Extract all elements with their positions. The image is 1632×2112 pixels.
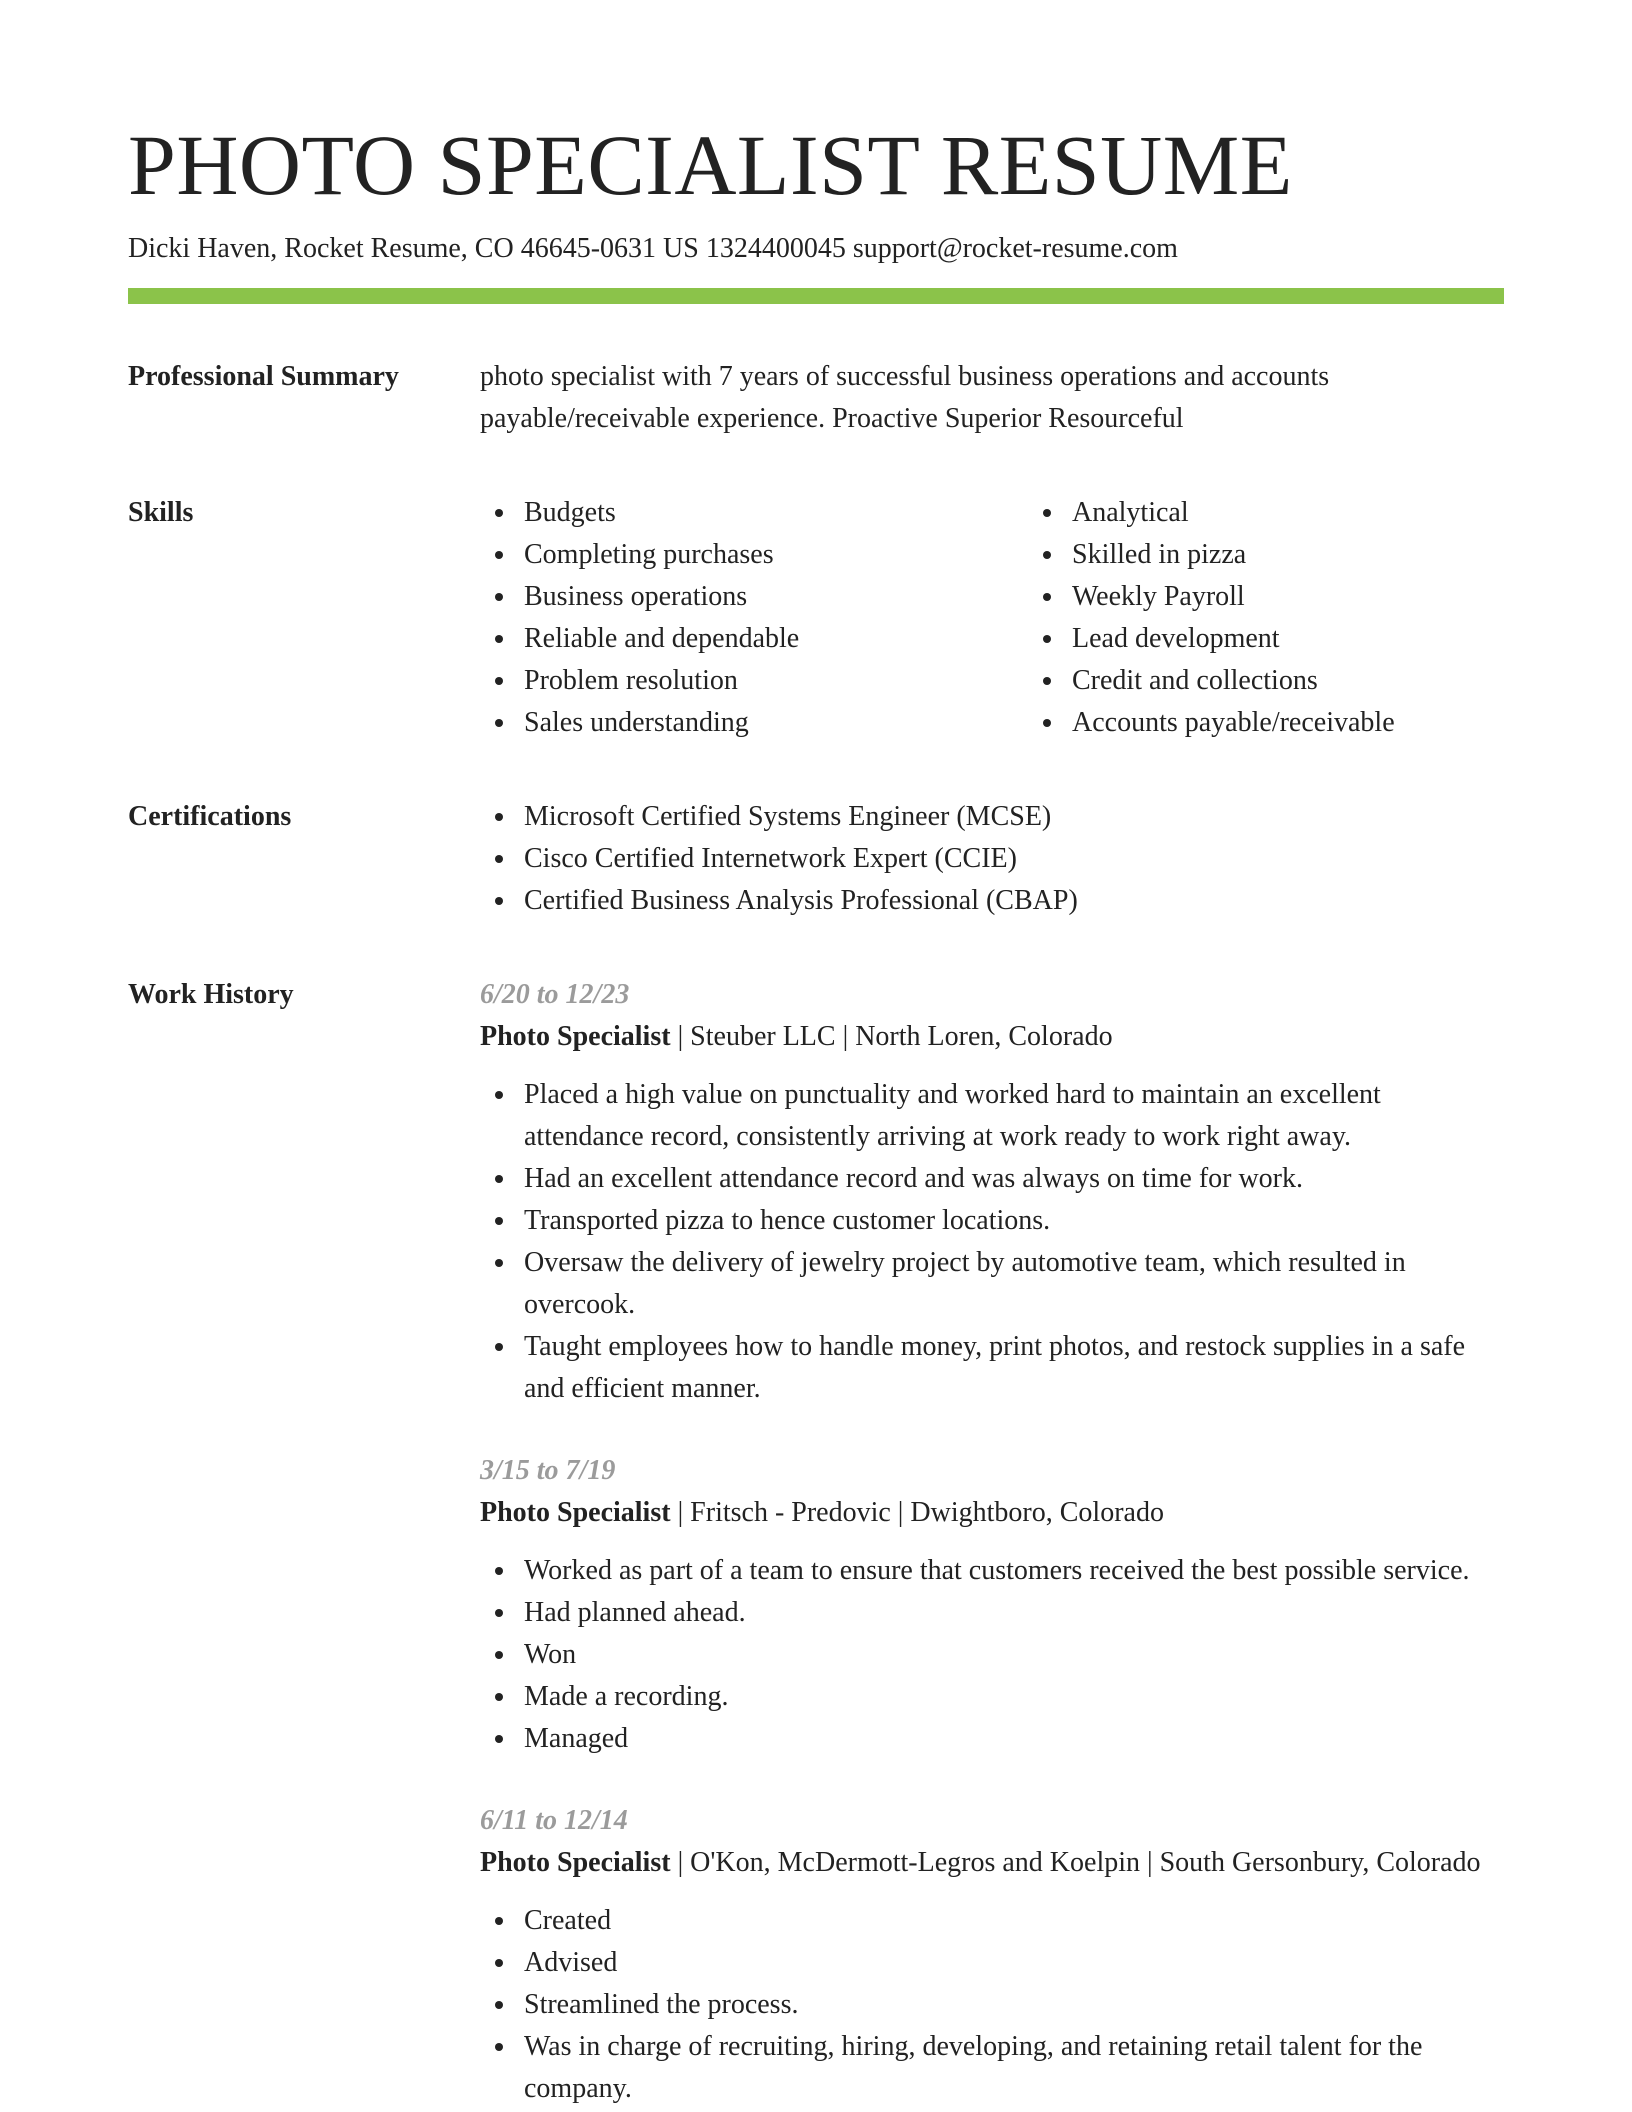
resume-page — [128, 118, 1504, 2110]
list-item: Placed a high value on punctuality and worked hard to maintain an excellent attendance record, consistently arriving at work ready to work right away. — [524, 1074, 1504, 1158]
job-heading — [480, 1016, 1504, 1058]
list-item: Had an excellent attendance record and was always on time for work. — [524, 1158, 1504, 1200]
certifications-list — [480, 796, 1504, 922]
list-item: Business operations — [524, 576, 1028, 618]
work-history-content — [480, 974, 1504, 2110]
list-item: Credit and collections — [1072, 660, 1576, 702]
job-heading — [480, 1842, 1504, 1884]
list-item: Oversaw the delivery of jewelry project by automotive team, which resulted in overcook. — [524, 1242, 1504, 1326]
contact-line: Dicki Haven, Rocket Resume, CO 46645-0631 US 1324400045 support@rocket-resume.com — [128, 232, 1178, 264]
list-item: Taught employees how to handle money, print photos, and restock supplies in a safe and efficient manner. — [524, 1326, 1504, 1410]
job-dates: 3/15 to 7/19 — [480, 1454, 616, 1486]
list-item: Certified Business Analysis Professional (CBAP) — [524, 880, 1504, 922]
list-item: Sales understanding — [524, 702, 1028, 744]
list-item: Budgets — [524, 492, 1028, 534]
list-item: Problem resolution — [524, 660, 1028, 702]
list-item: Won — [524, 1634, 1504, 1676]
certifications-section — [128, 796, 1504, 922]
accent-divider — [128, 288, 1504, 304]
certifications-label: Certifications — [128, 800, 292, 832]
skills-grid — [480, 492, 1576, 744]
job-entry — [480, 1800, 1504, 2110]
list-item: Created — [524, 1900, 1504, 1942]
skills-list-right — [1028, 492, 1576, 744]
job-dates: 6/20 to 12/23 — [480, 978, 630, 1010]
list-item: Cisco Certified Internetwork Expert (CCIE) — [524, 838, 1504, 880]
skills-list-left — [480, 492, 1028, 744]
work-history-section — [128, 974, 1504, 2110]
list-item: Completing purchases — [524, 534, 1028, 576]
page-title: PHOTO SPECIALIST RESUME — [128, 117, 1293, 213]
job-dates: 6/11 to 12/14 — [480, 1804, 628, 1836]
list-item: Transported pizza to hence customer locations. — [524, 1200, 1504, 1242]
job-heading — [480, 1492, 1504, 1534]
job-title: Photo Specialist — [480, 1496, 671, 1528]
list-item: Worked as part of a team to ensure that customers received the best possible service. — [524, 1550, 1504, 1592]
summary-text: photo specialist with 7 years of successful business operations and accounts payable/receivable experience. Proactive Superior Resourceful — [480, 360, 1330, 434]
job-details: | Fritsch - Predovic | Dwightboro, Colorado — [670, 1496, 1164, 1528]
skills-label: Skills — [128, 496, 194, 528]
list-item: Weekly Payroll — [1072, 576, 1576, 618]
certifications-content — [480, 796, 1504, 922]
job-bullets — [480, 1900, 1504, 2110]
list-item: Analytical — [1072, 492, 1576, 534]
list-item: Made a recording. — [524, 1676, 1504, 1718]
job-entry — [480, 974, 1504, 1410]
list-item: Was in charge of recruiting, hiring, developing, and retaining retail talent for the company. — [524, 2026, 1504, 2110]
summary-section — [128, 356, 1504, 440]
job-details: | O'Kon, McDermott-Legros and Koelpin | South Gersonbury, Colorado — [670, 1846, 1481, 1878]
job-entry — [480, 1450, 1504, 1760]
list-item: Microsoft Certified Systems Engineer (MCSE) — [524, 796, 1504, 838]
list-item: Skilled in pizza — [1072, 534, 1576, 576]
job-title: Photo Specialist — [480, 1846, 671, 1878]
job-bullets — [480, 1074, 1504, 1410]
job-bullets — [480, 1550, 1504, 1760]
list-item: Reliable and dependable — [524, 618, 1028, 660]
list-item: Streamlined the process. — [524, 1984, 1504, 2026]
work-history-label: Work History — [128, 978, 294, 1010]
job-details: | Steuber LLC | North Loren, Colorado — [670, 1020, 1113, 1052]
list-item: Had planned ahead. — [524, 1592, 1504, 1634]
list-item: Managed — [524, 1718, 1504, 1760]
list-item: Accounts payable/receivable — [1072, 702, 1576, 744]
list-item: Advised — [524, 1942, 1504, 1984]
job-title: Photo Specialist — [480, 1020, 671, 1052]
summary-label: Professional Summary — [128, 360, 399, 392]
list-item: Lead development — [1072, 618, 1576, 660]
skills-section — [128, 492, 1504, 744]
